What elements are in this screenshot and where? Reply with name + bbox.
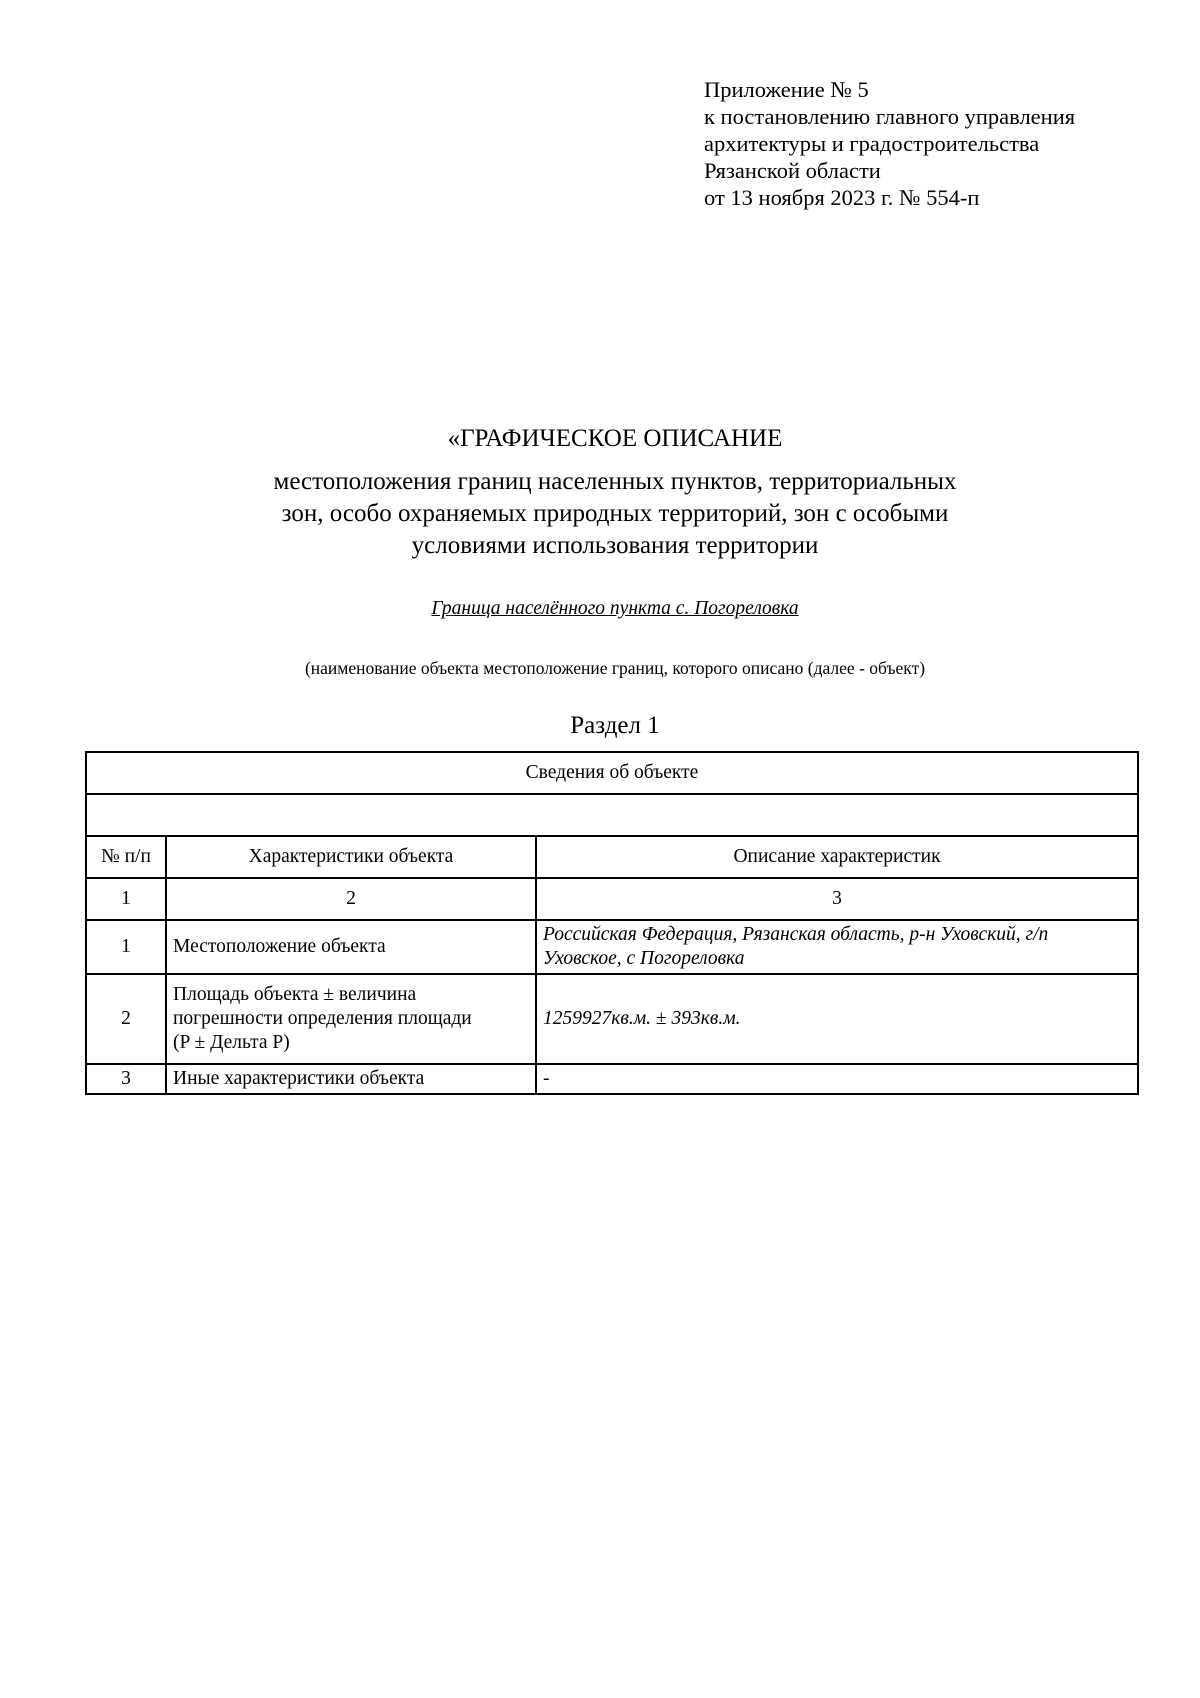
- table-header-row: [86, 836, 1138, 878]
- annex-line: от 13 ноября 2023 г. № 554-п: [704, 185, 980, 210]
- table-caption-row: [86, 752, 1138, 794]
- annex-line: Рязанской области: [704, 158, 881, 183]
- row-characteristic-line: погрешности определения площади: [173, 1008, 472, 1029]
- header-num: № п/п: [86, 836, 166, 878]
- row-description: [536, 920, 1138, 974]
- table-empty-row: [86, 794, 1138, 836]
- row-num: 1: [86, 920, 166, 974]
- row-num: 2: [86, 974, 166, 1064]
- row-num: 3: [86, 1064, 166, 1094]
- row-description-line: Уховское, с Погореловка: [543, 948, 745, 969]
- row-description-line: Российская Федерация, Рязанская область, р-н Уховский, г/п: [543, 924, 1049, 945]
- table-row: [86, 1064, 1138, 1094]
- object-name: [100, 598, 1130, 620]
- document-subtitle: [100, 466, 1130, 562]
- table-caption: Сведения об объекте: [86, 752, 1138, 794]
- index-cell: 3: [536, 878, 1138, 920]
- table-empty-cell: [86, 794, 1138, 836]
- row-characteristic: Местоположение объекта: [166, 920, 536, 974]
- row-characteristic-line: Площадь объекта ± величина: [173, 984, 417, 1005]
- annex-line: Приложение № 5: [704, 77, 869, 102]
- annex-line: архитектуры и градостроительства: [704, 131, 1040, 156]
- document-title: «ГРАФИЧЕСКОЕ ОПИСАНИЕ: [447, 425, 783, 452]
- object-name-text: Граница населённого пункта с. Погореловка: [431, 598, 799, 619]
- header-characteristic: Характеристики объекта: [166, 836, 536, 878]
- subtitle-line: местоположения границ населенных пунктов, территориальных: [273, 468, 957, 495]
- header-description: Описание характеристик: [536, 836, 1138, 878]
- table-row: [86, 974, 1138, 1064]
- table-row: [86, 920, 1138, 974]
- row-description: 1259927кв.м. ± 393кв.м.: [536, 974, 1138, 1064]
- subtitle-line: условиями использования территории: [411, 532, 819, 559]
- object-info-table: [85, 751, 1139, 1095]
- object-hint: (наименование объекта местоположение границ, которого описано (далее - объект): [304, 658, 926, 678]
- annex-line: к постановлению главного управления: [704, 104, 1076, 129]
- row-characteristic: Иные характеристики объекта: [166, 1064, 536, 1094]
- row-characteristic: [166, 974, 536, 1064]
- row-characteristic-line: (P ± Дельта P): [173, 1032, 290, 1053]
- table-index-row: [86, 878, 1138, 920]
- section-title: Раздел 1: [570, 712, 660, 739]
- index-cell: 1: [86, 878, 166, 920]
- row-description: -: [536, 1064, 1138, 1094]
- subtitle-line: зон, особо охраняемых природных территорий, зон с особыми: [281, 500, 949, 527]
- index-cell: 2: [166, 878, 536, 920]
- annex-block: [704, 76, 1174, 211]
